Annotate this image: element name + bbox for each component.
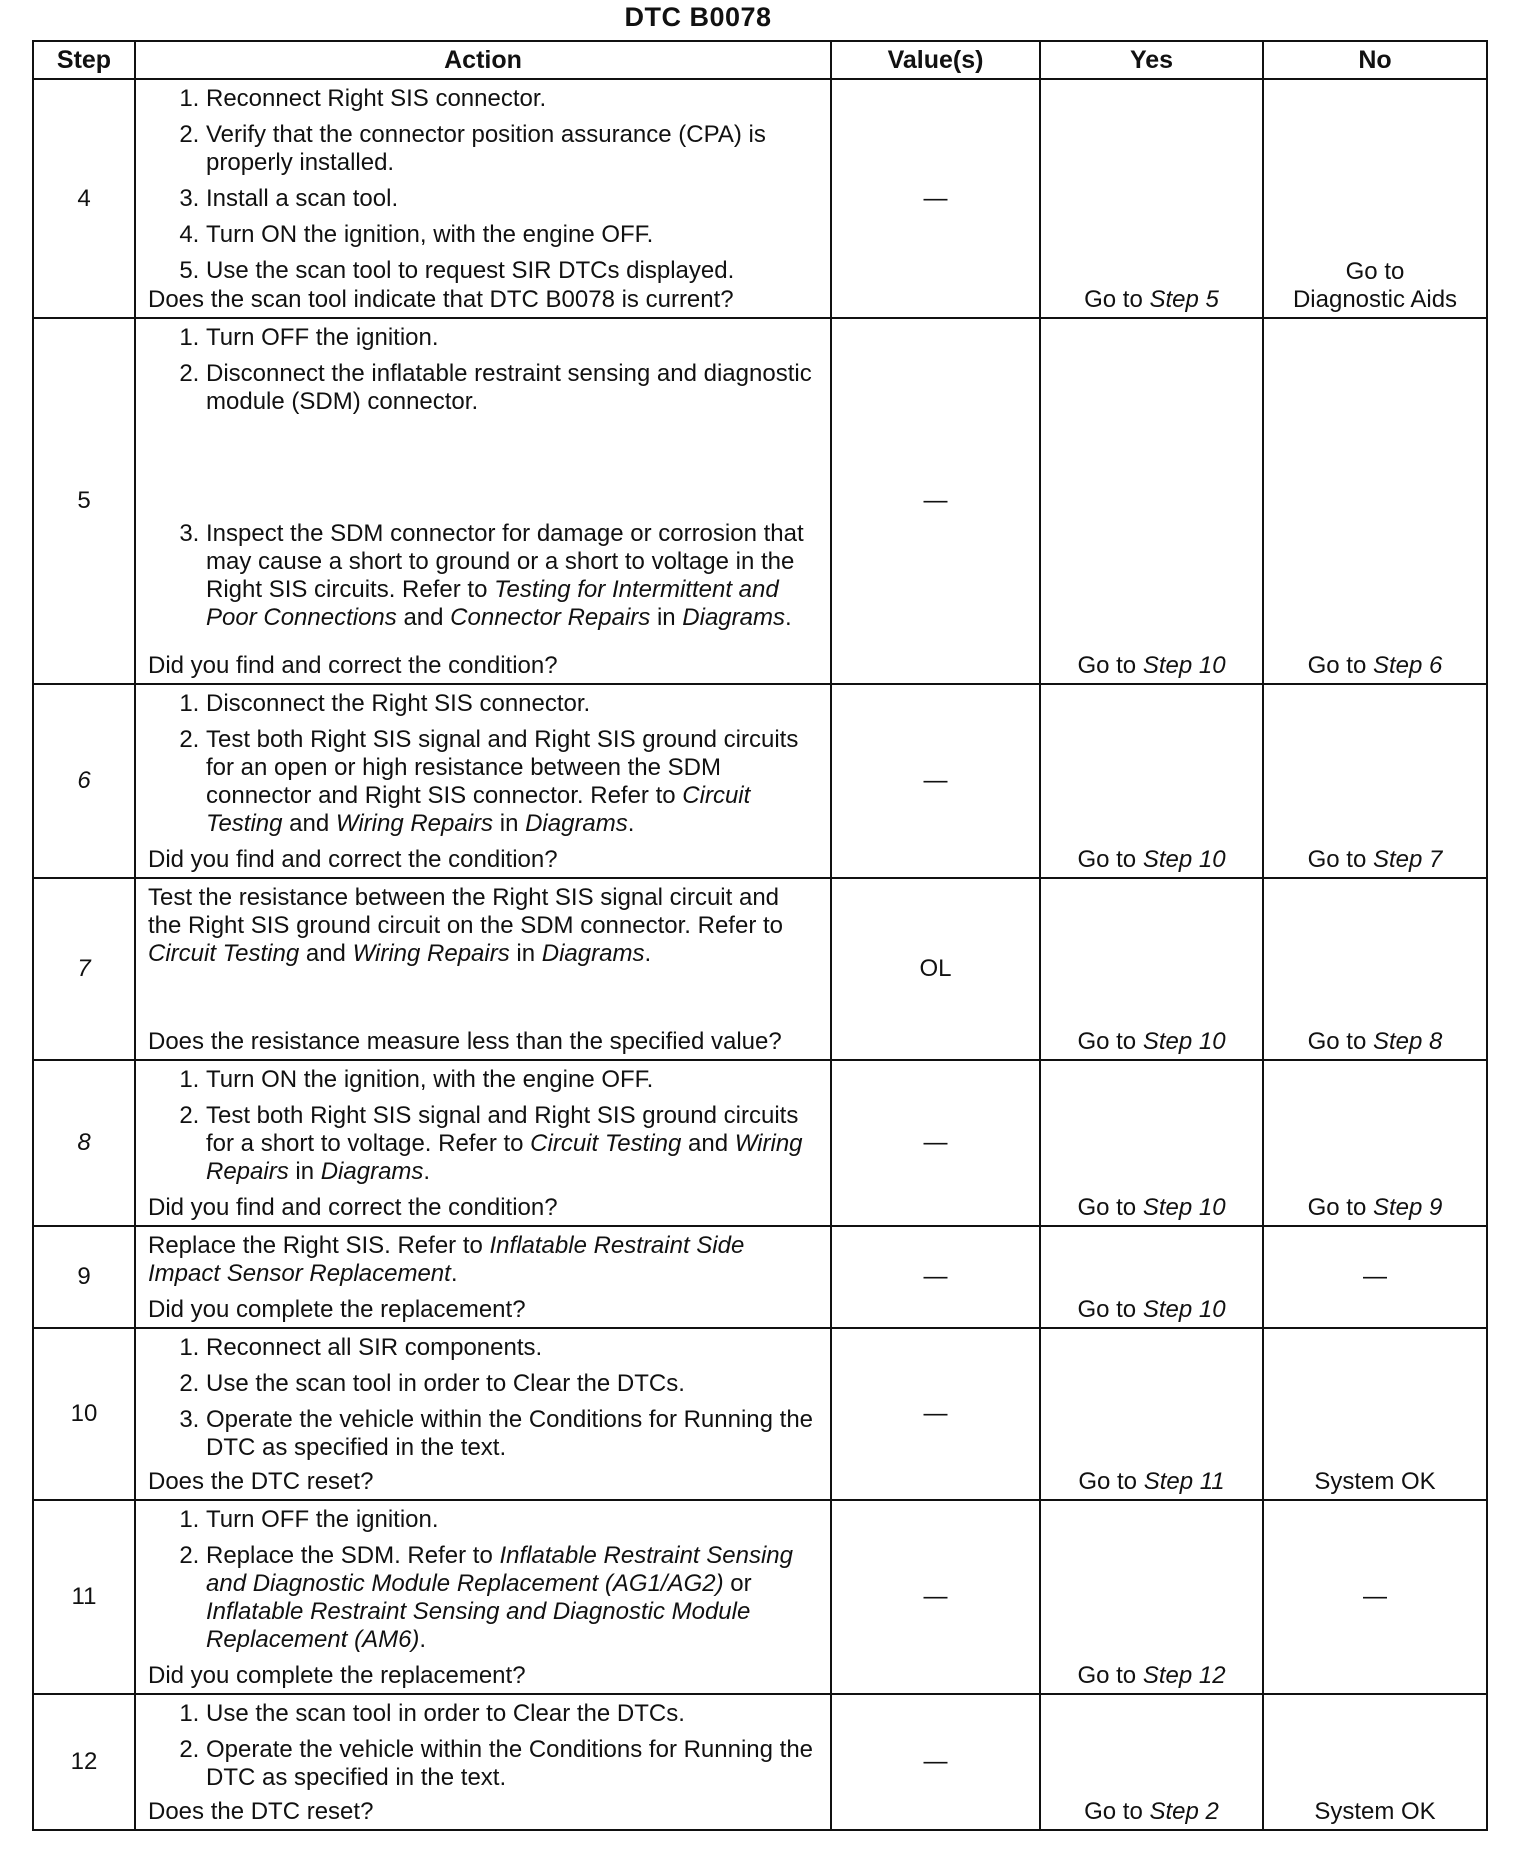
step-number: 12 xyxy=(33,1694,135,1830)
reference-link: Diagrams xyxy=(525,810,628,837)
value-cell: OL xyxy=(831,878,1040,1060)
action-question: Did you complete the replacement? xyxy=(148,1296,526,1323)
no-cell: System OK xyxy=(1263,1328,1487,1500)
action-item: 5. Use the scan tool to request SIR DTCs displayed. xyxy=(206,257,816,285)
reference-link: Diagrams xyxy=(682,604,785,631)
action-question: Does the resistance measure less than the specified value? xyxy=(148,1028,782,1055)
action-item: 2. Operate the vehicle within the Conditions for Running the DTC as specified in the text. xyxy=(206,1736,816,1792)
reference-link: Inflatable Restraint Sensing and Diagnostic Module Replacement (AG1/AG2) xyxy=(206,1542,793,1597)
step-row-11 xyxy=(33,1500,1487,1694)
no-line-2: Diagnostic Aids xyxy=(1292,286,1458,313)
action-question: Did you complete the replacement? xyxy=(148,1662,526,1689)
action-item: 4. Turn ON the ignition, with the engine OFF. xyxy=(206,221,816,249)
step-row-8 xyxy=(33,1060,1487,1226)
action-text: Replace the Right SIS. Refer to Inflatable Restraint Side Impact Sensor Replacement. xyxy=(148,1232,745,1287)
action-list xyxy=(148,324,816,632)
header-values: Value(s) xyxy=(831,41,1040,79)
yes-prefix: Go to xyxy=(1084,286,1150,313)
no-cell: — xyxy=(1263,1500,1487,1694)
yes-cell xyxy=(1040,79,1263,318)
no-line-1: Go to xyxy=(1345,258,1405,285)
yes-step-ref: Step 10 xyxy=(1142,1194,1226,1221)
no-step-ref: Step 7 xyxy=(1372,846,1443,873)
no-cell: — xyxy=(1263,1226,1487,1328)
action-list xyxy=(148,690,816,838)
no-cell: System OK xyxy=(1263,1694,1487,1830)
action-question: Does the scan tool indicate that DTC B0078 is current? xyxy=(148,286,734,313)
step-row-9 xyxy=(33,1226,1487,1328)
no-cell: Go to Step 9 xyxy=(1263,1060,1487,1226)
action-item: 3. Operate the vehicle within the Conditions for Running the DTC as specified in the text. xyxy=(206,1406,816,1462)
action-cell xyxy=(135,1694,831,1830)
header-row xyxy=(33,41,1487,79)
action-question: Does the DTC reset? xyxy=(148,1468,374,1495)
action-list xyxy=(148,1506,816,1654)
step-number: 11 xyxy=(33,1500,135,1694)
yes-cell: Go to Step 10 xyxy=(1040,1226,1263,1328)
action-question: Did you find and correct the condition? xyxy=(148,846,558,873)
value-cell: — xyxy=(831,684,1040,878)
reference-link: Diagrams xyxy=(541,940,645,967)
action-item: 1. Turn OFF the ignition. xyxy=(206,324,816,352)
header-no: No xyxy=(1263,41,1487,79)
reference-link: Circuit Testing xyxy=(530,1130,682,1157)
yes-cell: Go to Step 10 xyxy=(1040,1060,1263,1226)
step-number: 10 xyxy=(33,1328,135,1500)
action-cell xyxy=(135,1226,831,1328)
yes-step-ref: Step 12 xyxy=(1142,1662,1226,1689)
value-cell: — xyxy=(831,1500,1040,1694)
action-item: 1. Use the scan tool in order to Clear the DTCs. xyxy=(206,1700,816,1728)
action-cell xyxy=(135,684,831,878)
value-cell: — xyxy=(831,318,1040,684)
reference-link: Inflatable Restraint Sensing and Diagnostic Module Replacement (AM6) xyxy=(206,1598,751,1653)
action-text: Test the resistance between the Right SIS signal circuit and the Right SIS ground circuit on the SDM connector. Refer to Circuit Testing and Wiring Repairs in Diagrams. xyxy=(148,884,783,967)
yes-step-ref: Step 5 xyxy=(1149,286,1219,313)
value-cell: — xyxy=(831,1328,1040,1500)
action-list xyxy=(148,1700,816,1792)
action-question: Did you find and correct the condition? xyxy=(148,1194,558,1221)
header-action: Action xyxy=(135,41,831,79)
yes-cell: Go to Step 10 xyxy=(1040,684,1263,878)
step-row-7 xyxy=(33,878,1487,1060)
yes-cell: Go to Step 12 xyxy=(1040,1500,1263,1694)
yes-step-ref: Step 10 xyxy=(1142,1296,1226,1323)
action-item: 1. Disconnect the Right SIS connector. xyxy=(206,690,816,718)
action-item: 2. Verify that the connector position assurance (CPA) is properly installed. xyxy=(206,121,816,177)
action-item: 3. Inspect the SDM connector for damage or corrosion that may cause a short to ground or a short to voltage in the Right SIS circuits. Refer to Testing for Intermittent and Poor Connections and Connector Repairs in Diagrams. xyxy=(206,520,816,632)
no-step-ref: Step 9 xyxy=(1372,1194,1443,1221)
action-item: 1. Turn ON the ignition, with the engine OFF. xyxy=(206,1066,816,1094)
action-cell xyxy=(135,1500,831,1694)
step-number: 9 xyxy=(33,1226,135,1328)
reference-link: Inflatable Restraint Side Impact Sensor Replacement xyxy=(148,1232,745,1287)
action-item: 2. Test both Right SIS signal and Right SIS ground circuits for a short to voltage. Refer to Circuit Testing and Wiring Repairs in Diagrams. xyxy=(206,1102,816,1186)
no-cell: Go to Step 7 xyxy=(1263,684,1487,878)
action-question: Does the DTC reset? xyxy=(148,1798,374,1825)
step-row-5 xyxy=(33,318,1487,684)
no-cell: Go to Step 6 xyxy=(1263,318,1487,684)
reference-link: Circuit Testing xyxy=(148,940,300,967)
yes-cell: Go to Step 2 xyxy=(1040,1694,1263,1830)
action-cell xyxy=(135,79,831,318)
action-item: 2. Disconnect the inflatable restraint sensing and diagnostic module (SDM) connector. xyxy=(206,360,816,512)
reference-link: Testing for Intermittent and Poor Connections xyxy=(206,576,779,631)
action-cell xyxy=(135,1060,831,1226)
value-cell: — xyxy=(831,1226,1040,1328)
reference-link: Wiring Repairs xyxy=(335,810,494,837)
action-list xyxy=(148,85,816,285)
no-cell xyxy=(1263,79,1487,318)
step-number: 6 xyxy=(33,684,135,878)
yes-step-ref: Step 2 xyxy=(1149,1798,1219,1825)
action-item: 1. Reconnect Right SIS connector. xyxy=(206,85,816,113)
yes-cell: Go to Step 11 xyxy=(1040,1328,1263,1500)
reference-link: Connector Repairs xyxy=(450,604,651,631)
action-item: 1. Turn OFF the ignition. xyxy=(206,1506,816,1534)
step-number: 7 xyxy=(33,878,135,1060)
reference-link: Wiring Repairs xyxy=(352,940,510,967)
step-number: 8 xyxy=(33,1060,135,1226)
action-cell xyxy=(135,318,831,684)
value-cell: — xyxy=(831,1694,1040,1830)
reference-link: Wiring Repairs xyxy=(206,1130,803,1185)
step-row-6 xyxy=(33,684,1487,878)
step-row-10 xyxy=(33,1328,1487,1500)
action-cell xyxy=(135,878,831,1060)
no-step-ref: Step 8 xyxy=(1372,1028,1443,1055)
yes-step-ref: Step 11 xyxy=(1143,1468,1225,1495)
header-step: Step xyxy=(33,41,135,79)
yes-step-ref: Step 10 xyxy=(1142,652,1226,679)
step-row-12 xyxy=(33,1694,1487,1830)
yes-cell: Go to Step 10 xyxy=(1040,878,1263,1060)
action-item: 3. Install a scan tool. xyxy=(206,185,816,213)
action-item: 2. Use the scan tool in order to Clear the DTCs. xyxy=(206,1370,816,1398)
action-list xyxy=(148,1334,816,1462)
action-question: Did you find and correct the condition? xyxy=(148,652,558,679)
action-list xyxy=(148,1066,816,1186)
no-step-ref: Step 6 xyxy=(1372,652,1443,679)
reference-link: Circuit Testing xyxy=(206,782,751,837)
yes-step-ref: Step 10 xyxy=(1142,1028,1226,1055)
no-cell: Go to Step 8 xyxy=(1263,878,1487,1060)
document-title: DTC B0078 xyxy=(624,2,772,32)
action-item: 2. Test both Right SIS signal and Right SIS ground circuits for an open or high resistance between the SDM connector and Right SIS connector. Refer to Circuit Testing and Wiring Repairs in Diagrams. xyxy=(206,726,816,838)
header-yes: Yes xyxy=(1040,41,1263,79)
yes-step-ref: Step 10 xyxy=(1142,846,1226,873)
value-cell: — xyxy=(831,1060,1040,1226)
action-item: 1. Reconnect all SIR components. xyxy=(206,1334,816,1362)
step-row-4 xyxy=(33,79,1487,318)
step-number: 5 xyxy=(33,318,135,684)
value-cell: — xyxy=(831,79,1040,318)
action-item: 2. Replace the SDM. Refer to Inflatable Restraint Sensing and Diagnostic Module Replacement (AG1/AG2) or Inflatable Restraint Sensing and Diagnostic Module Replacement (AM6). xyxy=(206,1542,816,1654)
diagnostic-table xyxy=(32,40,1488,1831)
reference-link: Diagrams xyxy=(320,1158,424,1185)
action-cell xyxy=(135,1328,831,1500)
step-number: 4 xyxy=(33,79,135,318)
yes-cell: Go to Step 10 xyxy=(1040,318,1263,684)
